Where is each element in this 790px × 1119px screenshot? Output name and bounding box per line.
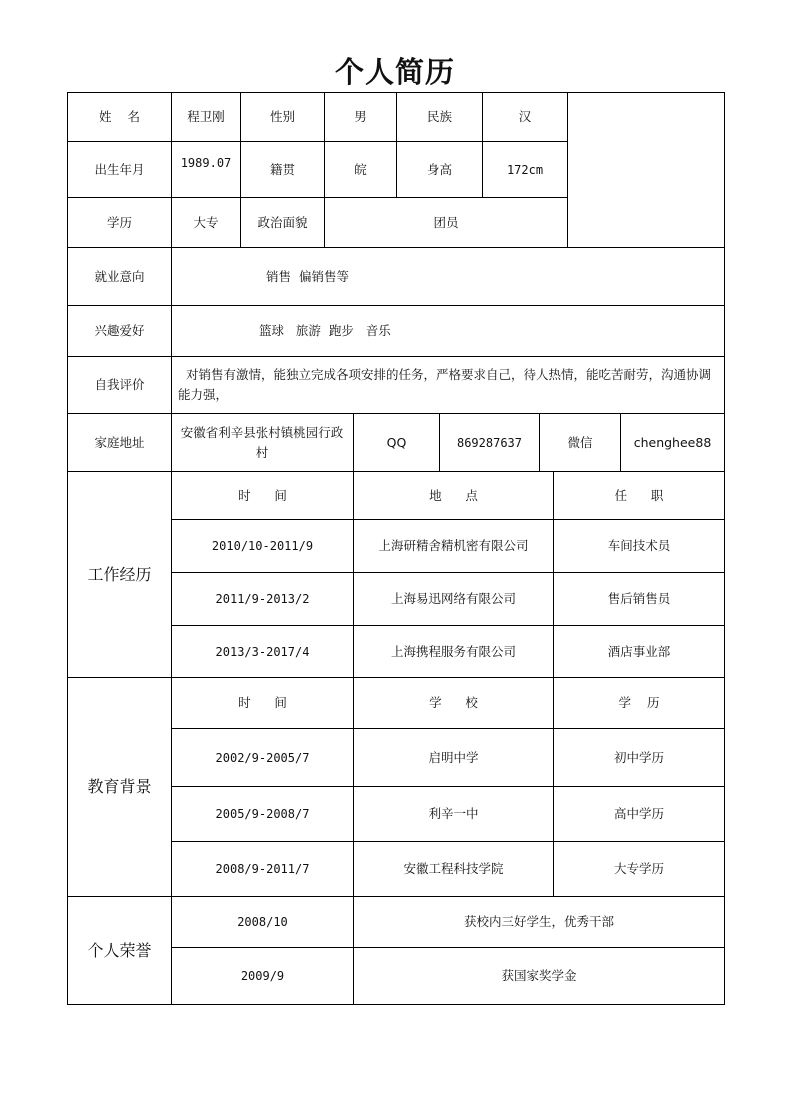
honor-row-1-text: 获校内三好学生，优秀干部	[463, 914, 614, 929]
height-value: 172cm	[506, 162, 544, 177]
qq-value: 869287637	[456, 435, 523, 450]
honors-label: 个人荣誉	[87, 940, 152, 960]
political-label: 政治面貌	[257, 214, 308, 230]
name-label: 姓 名	[99, 109, 140, 124]
work-row-2-company: 上海易迅网络有限公司	[390, 591, 516, 606]
birth-value: 1989.07	[180, 156, 232, 170]
edu-row-3-degree: 大专学历	[613, 861, 664, 876]
work-row-2-position: 售后销售员	[607, 591, 671, 606]
work-row-3-position: 酒店事业部	[607, 643, 671, 659]
work-row-3-company: 上海携程服务有限公司	[390, 643, 516, 659]
ethnicity-value: 汉	[518, 109, 532, 124]
wechat-label: 微信	[567, 434, 593, 450]
edu-row-3-school: 安徽工程科技学院	[403, 861, 504, 876]
edu-row-1-degree: 初中学历	[613, 749, 664, 765]
height-label: 身高	[426, 161, 452, 177]
gender-value: 男	[354, 109, 367, 124]
edu-row-3-time: 2008/9-2011/7	[215, 862, 310, 876]
education-label: 学历	[106, 214, 132, 230]
edu-row-2-school: 利辛一中	[428, 806, 479, 821]
address-value: 安徽省利辛县张村镇桃园行政村	[180, 424, 344, 460]
name-value: 程卫刚	[187, 109, 225, 124]
education-value: 大专	[193, 214, 219, 230]
intent-label: 就业意向	[94, 268, 145, 284]
photo-area	[568, 93, 724, 247]
self-eval-value: 对销售有激情，能独立完成各项安排的任务，严格要求自己，待人热情，能吃苦耐劳，沟通协调能力强，	[178, 367, 711, 402]
edu-row-2-degree: 高中学历	[613, 806, 664, 821]
work-row-3-time: 2013/3-2017/4	[215, 644, 310, 659]
native-label: 籍贯	[269, 161, 295, 177]
address-label: 家庭地址	[94, 434, 145, 450]
work-row-1-company: 上海研精舍精机密有限公司	[378, 538, 529, 553]
resume-title: 个人简历	[334, 55, 455, 89]
work-row-2-time: 2011/9-2013/2	[215, 592, 310, 606]
work-header-time: 时 间	[238, 487, 287, 503]
self-eval-label: 自我评价	[94, 377, 145, 392]
native-value: 皖	[354, 161, 367, 177]
edu-row-1-school: 启明中学	[428, 749, 479, 765]
work-label: 工作经历	[87, 564, 152, 584]
political-value: 团员	[433, 214, 459, 230]
edu-header-time: 时 间	[238, 695, 287, 710]
work-header-place: 地 点	[429, 487, 478, 503]
ethnicity-label: 民族	[426, 109, 452, 124]
hobbies-label: 兴趣爱好	[94, 323, 145, 338]
work-header-position: 任 职	[614, 487, 664, 503]
education-section-label: 教育背景	[87, 777, 152, 796]
honor-row-1-date: 2008/10	[237, 915, 288, 929]
work-row-1-position: 车间技术员	[607, 538, 671, 553]
intent-value: 销售 偏销售等	[266, 268, 349, 284]
wechat-value: chenghee88	[633, 434, 712, 450]
hobbies-value: 篮球 旅游 跑步 音乐	[259, 323, 391, 338]
honor-row-2-date: 2009/9	[240, 969, 285, 983]
edu-row-2-time: 2005/9-2008/7	[215, 807, 310, 821]
edu-row-1-time: 2002/9-2005/7	[215, 750, 310, 765]
edu-header-degree: 学 历	[618, 695, 660, 710]
qq-label: QQ	[386, 434, 407, 450]
edu-header-school: 学 校	[429, 695, 478, 710]
honor-row-2-text: 获国家奖学金	[501, 968, 577, 983]
work-row-1-time: 2010/10-2011/9	[211, 539, 314, 553]
gender-label: 性别	[269, 109, 295, 124]
birth-label: 出生年月	[94, 161, 145, 177]
